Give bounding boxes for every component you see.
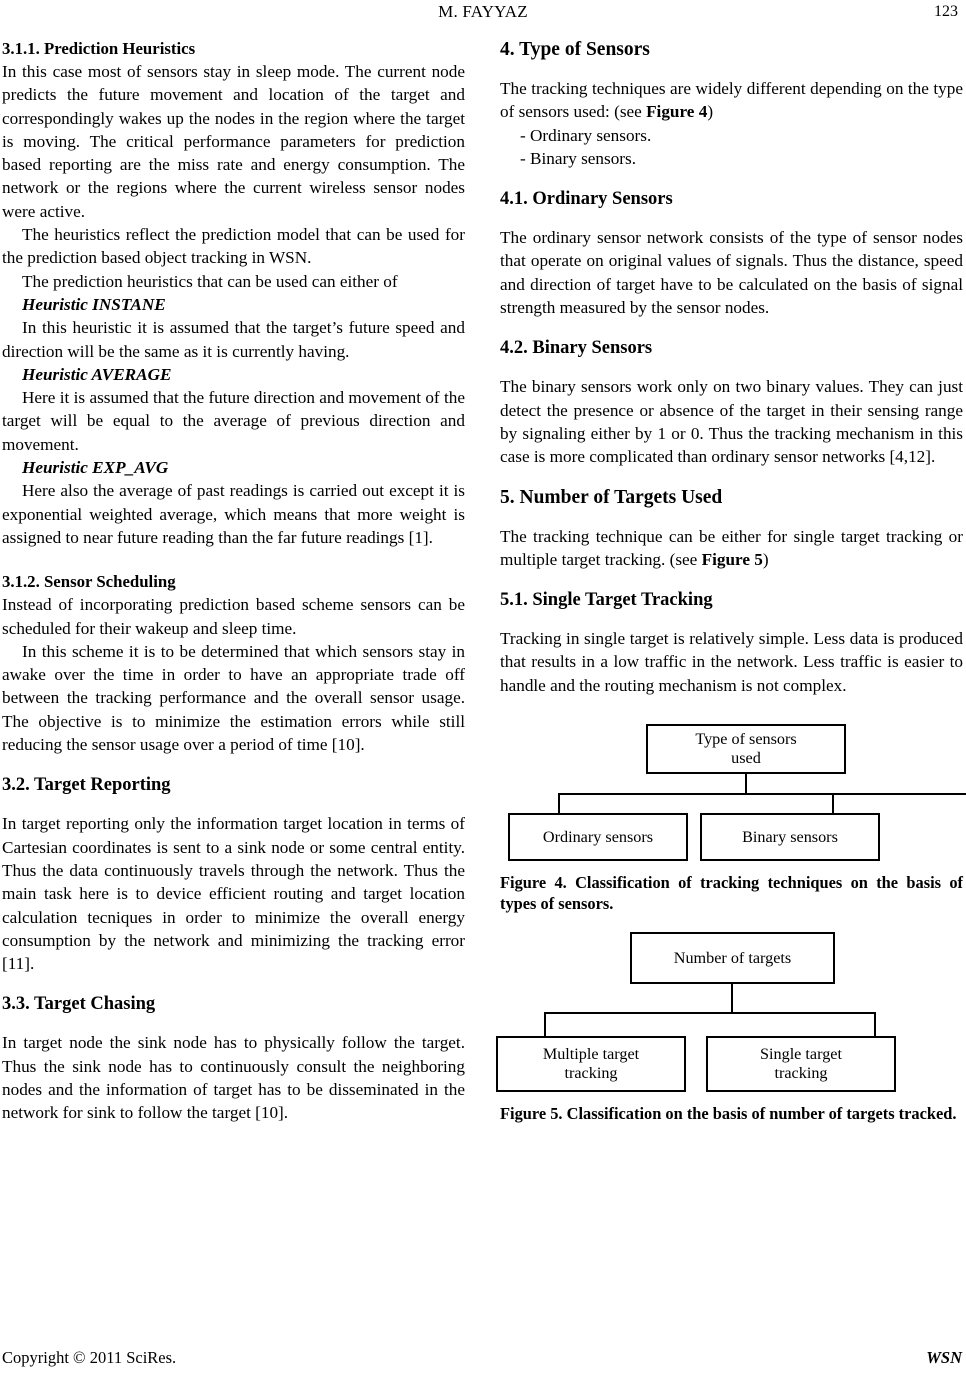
paragraph-text-part-b: ) [707,102,714,122]
figure-4-node-root [646,724,846,774]
figure-5-node-single-line2: tracking [774,1064,828,1083]
figure-4 [500,719,963,914]
paragraph-text-part-b: ) [762,549,769,569]
heading-3-1-1: 3.1.1. Prediction Heuristics [2,39,196,58]
figure-5-node-single-target-tracking [706,1036,896,1092]
paragraph-sensor-scheduling-detail: In this scheme it is to be determined that which sensors stay in awake over the time in order to have an appropriate trade off between the tracking performance and the overall sensor usage. The objective is to minimize the estimation errors while still reducing the sensor usage over a period of time [10]. [2,641,465,755]
figure-5-connector-vertical-right [874,1012,876,1038]
figure-4-node-ordinary-sensors-label: Ordinary sensors [542,827,654,846]
heading-3-2: 3.2. Target Reporting [2,775,171,796]
figure-5-connector-vertical-left [544,1012,546,1038]
heading-4-1: 4.1. Ordinary Sensors [500,189,673,210]
figure-4-connector-vertical-root [745,774,747,795]
figure-4-connector-horizontal [558,793,966,795]
copyright-notice: Copyright © 2011 SciRes. [2,1348,177,1367]
heading-5-1: 5.1. Single Target Tracking [500,590,713,611]
runin-heuristic-exp-avg: Heuristic EXP_AVG [22,458,169,478]
heading-4: 4. Type of Sensors [500,39,650,60]
heading-3-1-2: 3.1.2. Sensor Scheduling [2,572,176,592]
spacer [500,697,963,719]
heading-5: 5. Number of Targets Used [500,486,723,508]
paragraph-prediction-intro: In this case most of sensors stay in sleep mode. The current node predicts the future movement and location of the target and correspondingly wakes up the nodes in the region where the target is moving. The critical performance parameters for prediction based reporting are the miss rate and energy consumption. The network or the regions where the current wireless sensor nodes were active. [2,62,465,221]
figure-4-node-binary-sensors-label: Binary sensors [742,827,838,846]
paragraph-single-target-tracking: Tracking in single target is relatively simple. Less data is produced that results in a low traffic in the network. Less traffic is easier to handle and the routing mechanism is not complex. [500,629,963,695]
figure-4-caption: Figure 4. Classification of tracking techniques on the basis of types of sensors. [500,873,963,913]
paragraph-prediction-heuristics-list: The prediction heuristics that can be used can either of [22,271,398,291]
figure-5-connector-horizontal [544,1012,876,1014]
figure-4-reference: Figure 4 [646,102,708,122]
page-number: 123 [934,3,958,20]
figure-4-node-root-line1: Type of sensors [695,730,797,749]
paragraph-instane-desc: In this heuristic it is assumed that the target’s future speed and direction will be the same as it is currently having. [2,318,465,361]
spacer [2,549,465,571]
figure-5-node-root [630,932,835,984]
spacer [500,914,963,928]
figure-5-node-multiple-target-tracking [496,1036,686,1092]
paragraph-number-of-targets [500,525,963,572]
left-column [2,38,465,1125]
paragraph-text-part-a: The tracking techniques are widely different depending on the type of sensors used: (see [500,79,963,122]
figure-5-connector-vertical-root [731,984,733,1014]
figure-5-node-multiple-line2: tracking [564,1064,618,1083]
figure-4-connector-vertical-left [558,793,560,815]
runin-heuristic-average: Heuristic AVERAGE [22,364,172,384]
figure-5-reference: Figure 5 [701,549,763,569]
figure-5-diagram [500,928,963,1083]
running-head-author: M. FAYYAZ [438,2,528,21]
paragraph-target-chasing: In target node the sink node has to physically follow the target. Thus the sink node has to continuously consult the neighboring nodes and the information of target has to be disseminated in the network for sink to follow the target [10]. [2,1033,465,1123]
figure-5 [500,928,963,1125]
paragraph-text-part-a: The tracking technique can be either for single target tracking or multiple target tracking. (see [500,526,963,569]
figure-5-node-root-label: Number of targets [673,948,792,967]
two-column-body [0,38,966,1288]
figure-4-connector-vertical-right [832,793,834,815]
running-head [0,0,966,26]
paragraph-exp-avg-desc: Here also the average of past readings is carried out except it is exponential weighted average, which means that more weight is assigned to near future reading than the far future readings [1]. [2,481,465,547]
figure-5-node-multiple-line1: Multiple target [542,1045,640,1064]
list-item-binary-sensors: - Binary sensors. [520,148,636,168]
figure-4-node-ordinary-sensors [508,813,688,861]
figure-4-node-root-line2: used [731,749,761,768]
list-item-ordinary-sensors: - Ordinary sensors. [520,125,652,145]
paragraph-ordinary-sensors: The ordinary sensor network consists of the type of sensor nodes that operate on original values of signals. Thus the distance, speed and direction of target have to be calculated on the basis of signal strength measured by the sensor nodes. [500,228,963,318]
paragraph-sensor-scheduling-intro: Instead of incorporating prediction based scheme sensors can be scheduled for their wakeup and sleep time. [2,595,465,638]
journal-abbreviation: WSN [926,1348,962,1367]
heading-3-3: 3.3. Target Chasing [2,994,156,1015]
heading-4-2: 4.2. Binary Sensors [500,338,653,359]
paragraph-heuristics-reflect: The heuristics reflect the prediction model that can be used for the prediction based object tracking in WSN. [2,225,465,268]
figure-4-diagram [500,719,963,849]
figure-5-node-single-line1: Single target [760,1045,842,1064]
figure-4-node-binary-sensors [700,813,880,861]
runin-heuristic-instane: Heuristic INSTANE [22,294,166,314]
page-footer [0,1348,966,1372]
figure-5-caption: Figure 5. Classification on the basis of number of targets tracked. [500,1104,957,1124]
paragraph-average-desc: Here it is assumed that the future direction and movement of the target will be equal to the average of previous direction and movement. [2,388,465,454]
paragraph-target-reporting: In target reporting only the information target location in terms of Cartesian coordinates is sent to a sink node or some central entity. Thus the data continuously travels through the network. Thus the main task here is to device efficient routing and target location calculation tecniques in order to minimize the overall energy consumption by the network and minimizing the tracking error [11]. [2,814,465,974]
right-column [500,38,963,1125]
paragraph-tracking-techniques [500,77,963,124]
paragraph-binary-sensors: The binary sensors work only on two binary values. They can just detect the presence or absence of the target in their sensing range by signaling either by 1 or 0. Thus the tracking mechanism in this case is more complicated than ordinary sensor networks [4,12]. [500,377,963,467]
